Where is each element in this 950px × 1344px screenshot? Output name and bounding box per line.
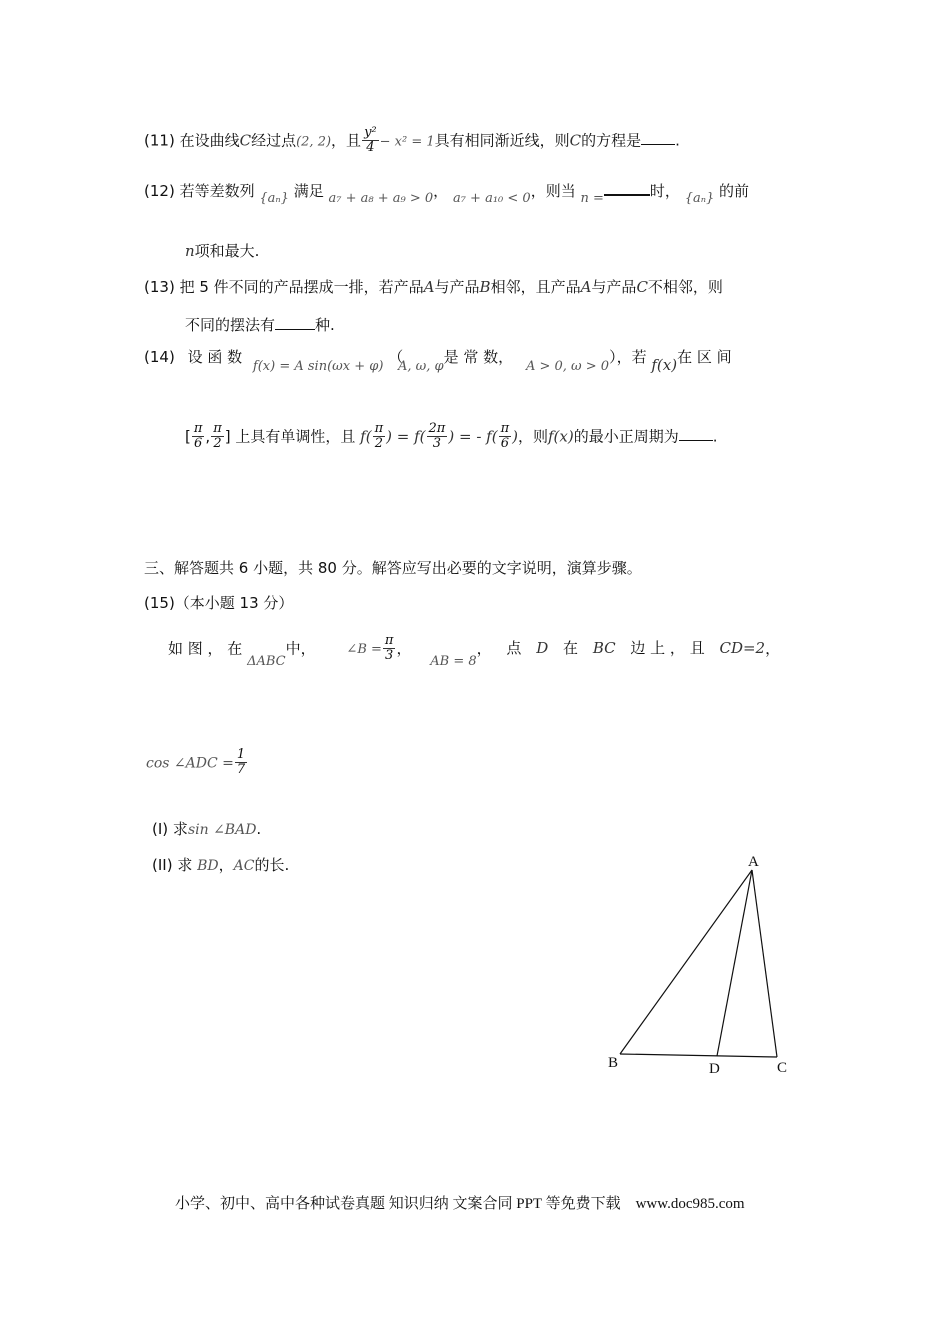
q12-text: 项和最大. xyxy=(194,242,260,260)
q14-bracket: [ xyxy=(185,427,191,446)
q11 xyxy=(144,126,680,156)
q15-cd: CD=2 xyxy=(719,639,766,658)
q15-part-2 xyxy=(152,854,289,875)
q15-cos-expr: cos ∠ADC = xyxy=(146,755,234,772)
q14-end: . xyxy=(712,427,718,446)
label-a: A xyxy=(748,854,759,870)
q14-frac-pi-2: $\frac{\pi}{2}$ xyxy=(374,421,384,452)
q13-text: 不同的摆法有 xyxy=(185,316,276,334)
q14-paren: （ xyxy=(388,348,404,366)
side-ac xyxy=(752,870,777,1057)
q14-answer-blank xyxy=(679,428,713,441)
q13-line-2 xyxy=(185,314,335,335)
side-ab xyxy=(620,870,752,1054)
triangle-figure xyxy=(600,846,810,1082)
segment-ad xyxy=(717,870,752,1056)
q15-comma: ， xyxy=(476,639,492,658)
q15-text: ， xyxy=(765,639,781,658)
q14-text: 上具有单调性，且 xyxy=(235,427,356,446)
q14-text: 是 常 数， xyxy=(443,348,514,366)
q15-text: 中， xyxy=(285,639,316,658)
q14-paren: ) xyxy=(386,427,392,446)
q11-fraction: $\frac{\text{y²}}{4}$ xyxy=(364,125,377,156)
q12-condition-2: a₇ + a₁₀ < 0 xyxy=(452,191,531,206)
q14-fx: f(x) xyxy=(548,427,574,446)
q13-number: (13) xyxy=(144,278,175,296)
q15-bc: BC xyxy=(592,639,616,658)
q11-text: ，且 xyxy=(331,131,362,150)
q13 xyxy=(144,276,723,297)
q12 xyxy=(144,180,750,206)
q12-n-equals: n = xyxy=(580,191,604,206)
q15-part-label: (I) xyxy=(152,820,169,838)
q14-text: 的最小正周期为 xyxy=(573,427,679,446)
q14 xyxy=(144,346,732,374)
side-bc xyxy=(620,1054,777,1057)
q15-var-d: D xyxy=(536,639,549,658)
q11-end: . xyxy=(675,131,680,150)
label-d: D xyxy=(709,1061,720,1077)
q15-comma: ， xyxy=(396,639,412,658)
q15-frac-1-7: $\frac{1}{7}$ xyxy=(236,747,246,778)
q14-frac-pi-2: $\frac{\pi}{2}$ xyxy=(213,421,222,452)
q15-text: 求 xyxy=(177,856,193,874)
q14-line-2: [ $\frac{\pi}{6}$ , $\frac{\pi}{2}$ ] 上具有单调性，且 f( $\frac{\pi}{2}$ ) = f( $\frac{2\pi}{3}$ ) = - f( $\frac{\pi}{6}$ )，则f(x)的最小正周期为 . xyxy=(185,421,718,452)
q12-number: (12) xyxy=(144,182,175,200)
q14-text: 在 区 间 xyxy=(677,348,732,366)
q11-text: 在设曲线 xyxy=(179,131,240,150)
q12-text: 的前 xyxy=(719,182,750,200)
q12-text: ，则当 xyxy=(530,182,576,200)
q13-answer-blank xyxy=(275,317,315,330)
q11-var-c: C xyxy=(569,131,582,150)
q14-paren: ) xyxy=(448,427,455,446)
q14-frac-pi-6: $\frac{\pi}{6}$ xyxy=(500,421,510,452)
q12-text: 满足 xyxy=(293,182,324,200)
q13-var: A xyxy=(423,278,435,296)
q13-text: 不相邻，则 xyxy=(647,278,723,296)
q12-comma: ， xyxy=(433,182,449,200)
q15-comma: ， xyxy=(218,856,234,874)
q15-angle-b: ∠B = xyxy=(346,642,382,658)
q13-text: 与产品 xyxy=(591,278,637,296)
q15-ac: AC xyxy=(233,858,255,874)
q14-f: f( xyxy=(360,427,372,446)
q13-var: C xyxy=(636,278,648,296)
q13-text: 与产品 xyxy=(434,278,480,296)
q11-equation: − x² = 1 xyxy=(379,134,435,150)
q14-frac-2pi-3: $\frac{2\pi}{3}$ xyxy=(428,421,446,452)
q15-text: 求 xyxy=(172,820,188,838)
q12-sequence: {aₙ} xyxy=(259,191,289,206)
q15-sin-bad: sin ∠BAD xyxy=(187,822,257,838)
q14-neg-f: = - f( xyxy=(459,427,498,446)
q15-part-label: (II) xyxy=(152,856,173,874)
q13-var: B xyxy=(479,278,491,296)
label-c: C xyxy=(777,1060,788,1076)
q12-answer-blank xyxy=(604,184,650,196)
q14-fx: f(x) xyxy=(651,356,678,374)
q14-number: (14) xyxy=(144,348,175,366)
q15-statement xyxy=(168,633,781,670)
q11-point: (2, 2) xyxy=(296,134,332,150)
q14-text: ，则 xyxy=(517,427,548,446)
q13-text: 相邻，且产品 xyxy=(490,278,581,296)
q12-sequence: {aₙ} xyxy=(684,191,715,206)
q15-text: 边 上 ， 且 xyxy=(630,639,705,658)
q12-var-n: n xyxy=(185,242,195,260)
q11-var-c: C xyxy=(239,131,252,150)
section-3-heading: 三、解答题共 6 小题，共 80 分。解答应写出必要的文字说明，演算步骤。 xyxy=(144,559,642,577)
q11-number: (11) xyxy=(144,131,175,150)
q14-frac-pi-6: $\frac{\pi}{6}$ xyxy=(193,421,203,452)
q14-text: 设 函 数 xyxy=(187,348,243,366)
q11-text: 具有相同渐近线，则 xyxy=(434,131,570,150)
q15-cos xyxy=(146,748,248,778)
q14-condition: A > 0, ω > 0 xyxy=(525,359,610,374)
q15-text: 如 图 ， 在 xyxy=(168,639,243,658)
q14-equals: = xyxy=(396,427,410,446)
q14-f: f( xyxy=(414,427,426,446)
q14-text: ），若 xyxy=(609,348,647,366)
q15-text: 在 xyxy=(563,639,579,658)
q15-text: 点 xyxy=(506,639,522,658)
q14-paren: ) xyxy=(512,427,518,446)
q15-end: . xyxy=(256,820,262,838)
q15-bd: BD xyxy=(197,858,219,874)
q15-frac-pi-3: $\frac{\pi}{3}$ xyxy=(384,633,394,664)
q13-text: 种. xyxy=(315,316,335,334)
footer: 小学、初中、高中各种试卷真题 知识归纳 文案合同 PPT 等免费下载 www.doc985.com xyxy=(175,1196,745,1212)
label-b: B xyxy=(608,1055,619,1071)
q11-text: 的方程是 xyxy=(581,131,642,150)
q12-condition-1: a₇ + a₈ + a₉ > 0 xyxy=(328,191,434,206)
q14-bracket: ] xyxy=(224,427,231,446)
q13-text: 把 5 件不同的产品摆成一排，若产品 xyxy=(179,278,424,296)
q11-answer-blank xyxy=(641,132,675,145)
q14-params: A, ω, φ xyxy=(398,359,444,374)
q15-ab: AB = 8 xyxy=(430,654,477,670)
q12-text: 若等差数列 xyxy=(179,182,255,200)
q14-function: f(x) = A sin(ωx + φ) xyxy=(252,359,384,374)
q15-part-1 xyxy=(152,818,261,839)
q12-line-2 xyxy=(185,240,259,261)
q15-header: (15)（本小题 13 分） xyxy=(144,594,294,612)
q15-text: 的长. xyxy=(254,856,290,874)
q12-text: 时， xyxy=(649,182,680,200)
q11-text: 经过点 xyxy=(251,131,297,150)
q15-triangle: ΔABC xyxy=(247,654,286,670)
q13-var: A xyxy=(580,278,592,296)
